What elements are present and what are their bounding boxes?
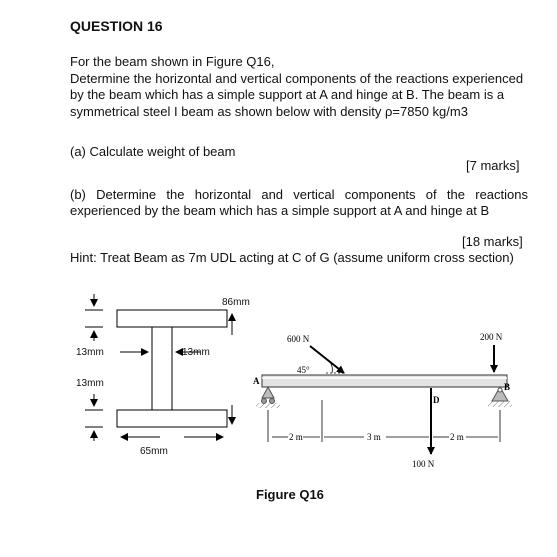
part-b-marks: [18 marks] [462, 234, 523, 249]
i-beam-section [117, 310, 227, 427]
intro-line-1: For the beam shown in Figure Q16, [70, 54, 275, 69]
intro-line-2: Determine the horizontal and vertical components of the reactions experienced [70, 70, 524, 86]
flange-thickness-label: 13mm [76, 347, 104, 358]
force-600-label: 600 N [287, 334, 310, 344]
force-100-label: 100 N [412, 459, 435, 469]
intro-line-4: symmetrical steel I beam as shown below with density ρ=7850 kg/m3 [70, 103, 468, 119]
force-200-label: 200 N [480, 332, 503, 342]
web-thickness-label: 13mm [182, 347, 210, 358]
width-label: 65mm [140, 446, 168, 457]
part-a-text: (a) Calculate weight of beam [70, 144, 236, 159]
height-label: 86mm [222, 297, 250, 308]
question-title: QUESTION 16 [70, 18, 163, 34]
part-a-marks: [7 marks] [466, 158, 520, 173]
figure-caption: Figure Q16 [256, 487, 324, 502]
flange-dimension-marks [85, 294, 103, 441]
span-dimension-lines [268, 400, 500, 442]
web [152, 327, 172, 410]
beam-body [262, 375, 507, 387]
span-2-label: 3 m [367, 432, 381, 442]
point-a-label: A [253, 376, 260, 386]
intro-line-3: by the beam which has a simple support at A and hinge at B. The beam is a [70, 87, 505, 102]
point-d-label: D [433, 395, 440, 405]
hint-text: Hint: Treat Beam as 7m UDL acting at C of G (assume uniform cross section) [70, 250, 514, 265]
support-a [256, 387, 280, 408]
bottom-flange-label: 13mm [76, 378, 104, 389]
angle-label: 45° [297, 365, 310, 375]
force-600-arrow [310, 346, 344, 373]
span-1-label: 2 m [289, 432, 303, 442]
top-flange [117, 310, 227, 327]
part-b-text: (b) Determine the horizontal and vertical components of the reactions experienced by the beam which has a simple support at A and hinge at B [70, 187, 528, 218]
span-3-label: 2 m [450, 432, 464, 442]
bottom-flange [117, 410, 227, 427]
point-b-label: B [504, 382, 511, 392]
